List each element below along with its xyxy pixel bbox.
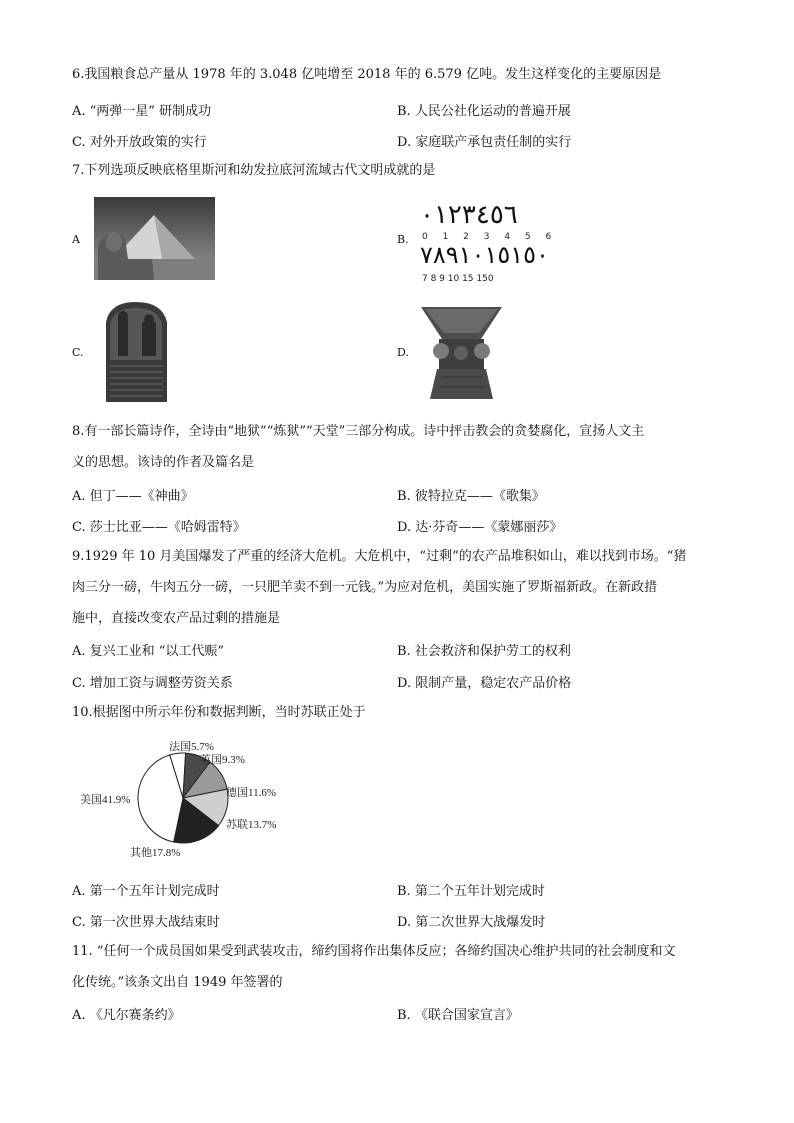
hammurabi-stele-image [100,300,173,402]
pie-label-other: 其他17.8% [130,847,181,859]
q11-stem-line2: 化传统。”该条文出自 1949 年签署的 [72,975,283,990]
pie-label-uk: 英国9.3% [200,754,245,766]
industrial-share-pie-chart [70,732,310,862]
q9-option-d[interactable]: D. 限制产量，稳定农产品价格 [397,676,572,691]
q6-stem: 6.我国粮食总产量从 1978 年的 3.048 亿吨增至 2018 年的 6.579 亿吨。发生这样变化的主要原因是 [72,67,662,82]
q11-option-b[interactable]: B. 《联合国家宣言》 [397,1008,519,1023]
bronze-vessel-image [419,303,504,400]
numerals-image [418,197,558,285]
numerals-row1-text: 0 1 2 3 4 5 6 [422,232,558,242]
q8-option-d[interactable]: D. 达·芬奇——《蒙娜丽莎》 [397,520,563,535]
q6-option-a[interactable]: A. “两弹一星” 研制成功 [72,104,212,119]
q7-option-b-label[interactable]: B. [397,233,409,246]
q9-stem-line1: 9.1929 年 10 月美国爆发了严重的经济大危机。大危机中，“过剩”的农产品堆积如山，难以找到市场。“猪 [72,549,687,564]
pie-label-ussr: 苏联13.7% [226,819,277,831]
q11-stem-line1: 11. “任何一个成员国如果受到武装攻击，缔约国将作出集体反应；各缔约国决心维护共同的社会制度和文 [72,944,676,959]
q8-stem-line1: 8.有一部长篇诗作，全诗由“地狱”“炼狱”“天堂”三部分构成。诗中抨击教会的贪婪腐化，宣扬人文主 [72,424,645,439]
q6-option-d[interactable]: D. 家庭联产承包责任制的实行 [397,135,572,150]
q9-option-a[interactable]: A. 复兴工业和 “以工代赈” [72,644,225,659]
q10-option-c[interactable]: C. 第一次世界大战结束时 [72,915,220,930]
svg-text:٧٨٩١٠١٥١٥٠: ٧٨٩١٠١٥١٥٠ [420,241,549,269]
q8-option-b[interactable]: B. 彼特拉克——《歌集》 [397,489,545,504]
pie-label-germany: 德国11.6% [226,787,277,799]
q8-stem-line2: 义的思想。该诗的作者及篇名是 [72,455,255,470]
q7-option-d-label[interactable]: D. [397,346,409,359]
q9-option-b[interactable]: B. 社会救济和保护劳工的权利 [397,644,571,659]
q9-stem-line2: 肉三分一磅，牛肉五分一磅，一只肥羊卖不到一元钱。”为应对危机，美国实施了罗斯福新政。在新政措 [72,580,658,595]
q7-option-a-label[interactable]: A [72,233,80,246]
q7-option-c-label[interactable]: C. [72,346,84,359]
q9-option-c[interactable]: C. 增加工资与调整劳资关系 [72,676,233,691]
svg-text:٠١٢٣٤٥٦: ٠١٢٣٤٥٦ [420,200,518,230]
pyramid-sphinx-image [94,197,215,280]
q6-option-c[interactable]: C. 对外开放政策的实行 [72,135,207,150]
q8-option-a[interactable]: A. 但丁——《神曲》 [72,489,194,504]
q8-option-c[interactable]: C. 莎士比亚——《哈姆雷特》 [72,520,246,535]
q7-stem: 7.下列选项反映底格里斯河和幼发拉底河流域古代文明成就的是 [72,163,436,178]
pie-label-france: 法国5.7% [169,741,214,753]
q10-option-d[interactable]: D. 第二次世界大战爆发时 [397,915,546,930]
q11-option-a[interactable]: A. 《凡尔赛条约》 [72,1008,181,1023]
q9-stem-line3: 施中，直接改变农产品过剩的措施是 [72,611,281,626]
q6-option-b[interactable]: B. 人民公社化运动的普遍开展 [397,104,571,119]
q10-stem: 10.根据图中所示年份和数据判断，当时苏联正处于 [72,705,366,720]
numerals-row2-text: 7 8 9 10 15 150 [422,274,494,284]
q10-option-b[interactable]: B. 第二个五年计划完成时 [397,884,545,899]
q10-option-a[interactable]: A. 第一个五年计划完成时 [72,884,220,899]
pie-label-usa: 美国41.9% [80,794,131,806]
